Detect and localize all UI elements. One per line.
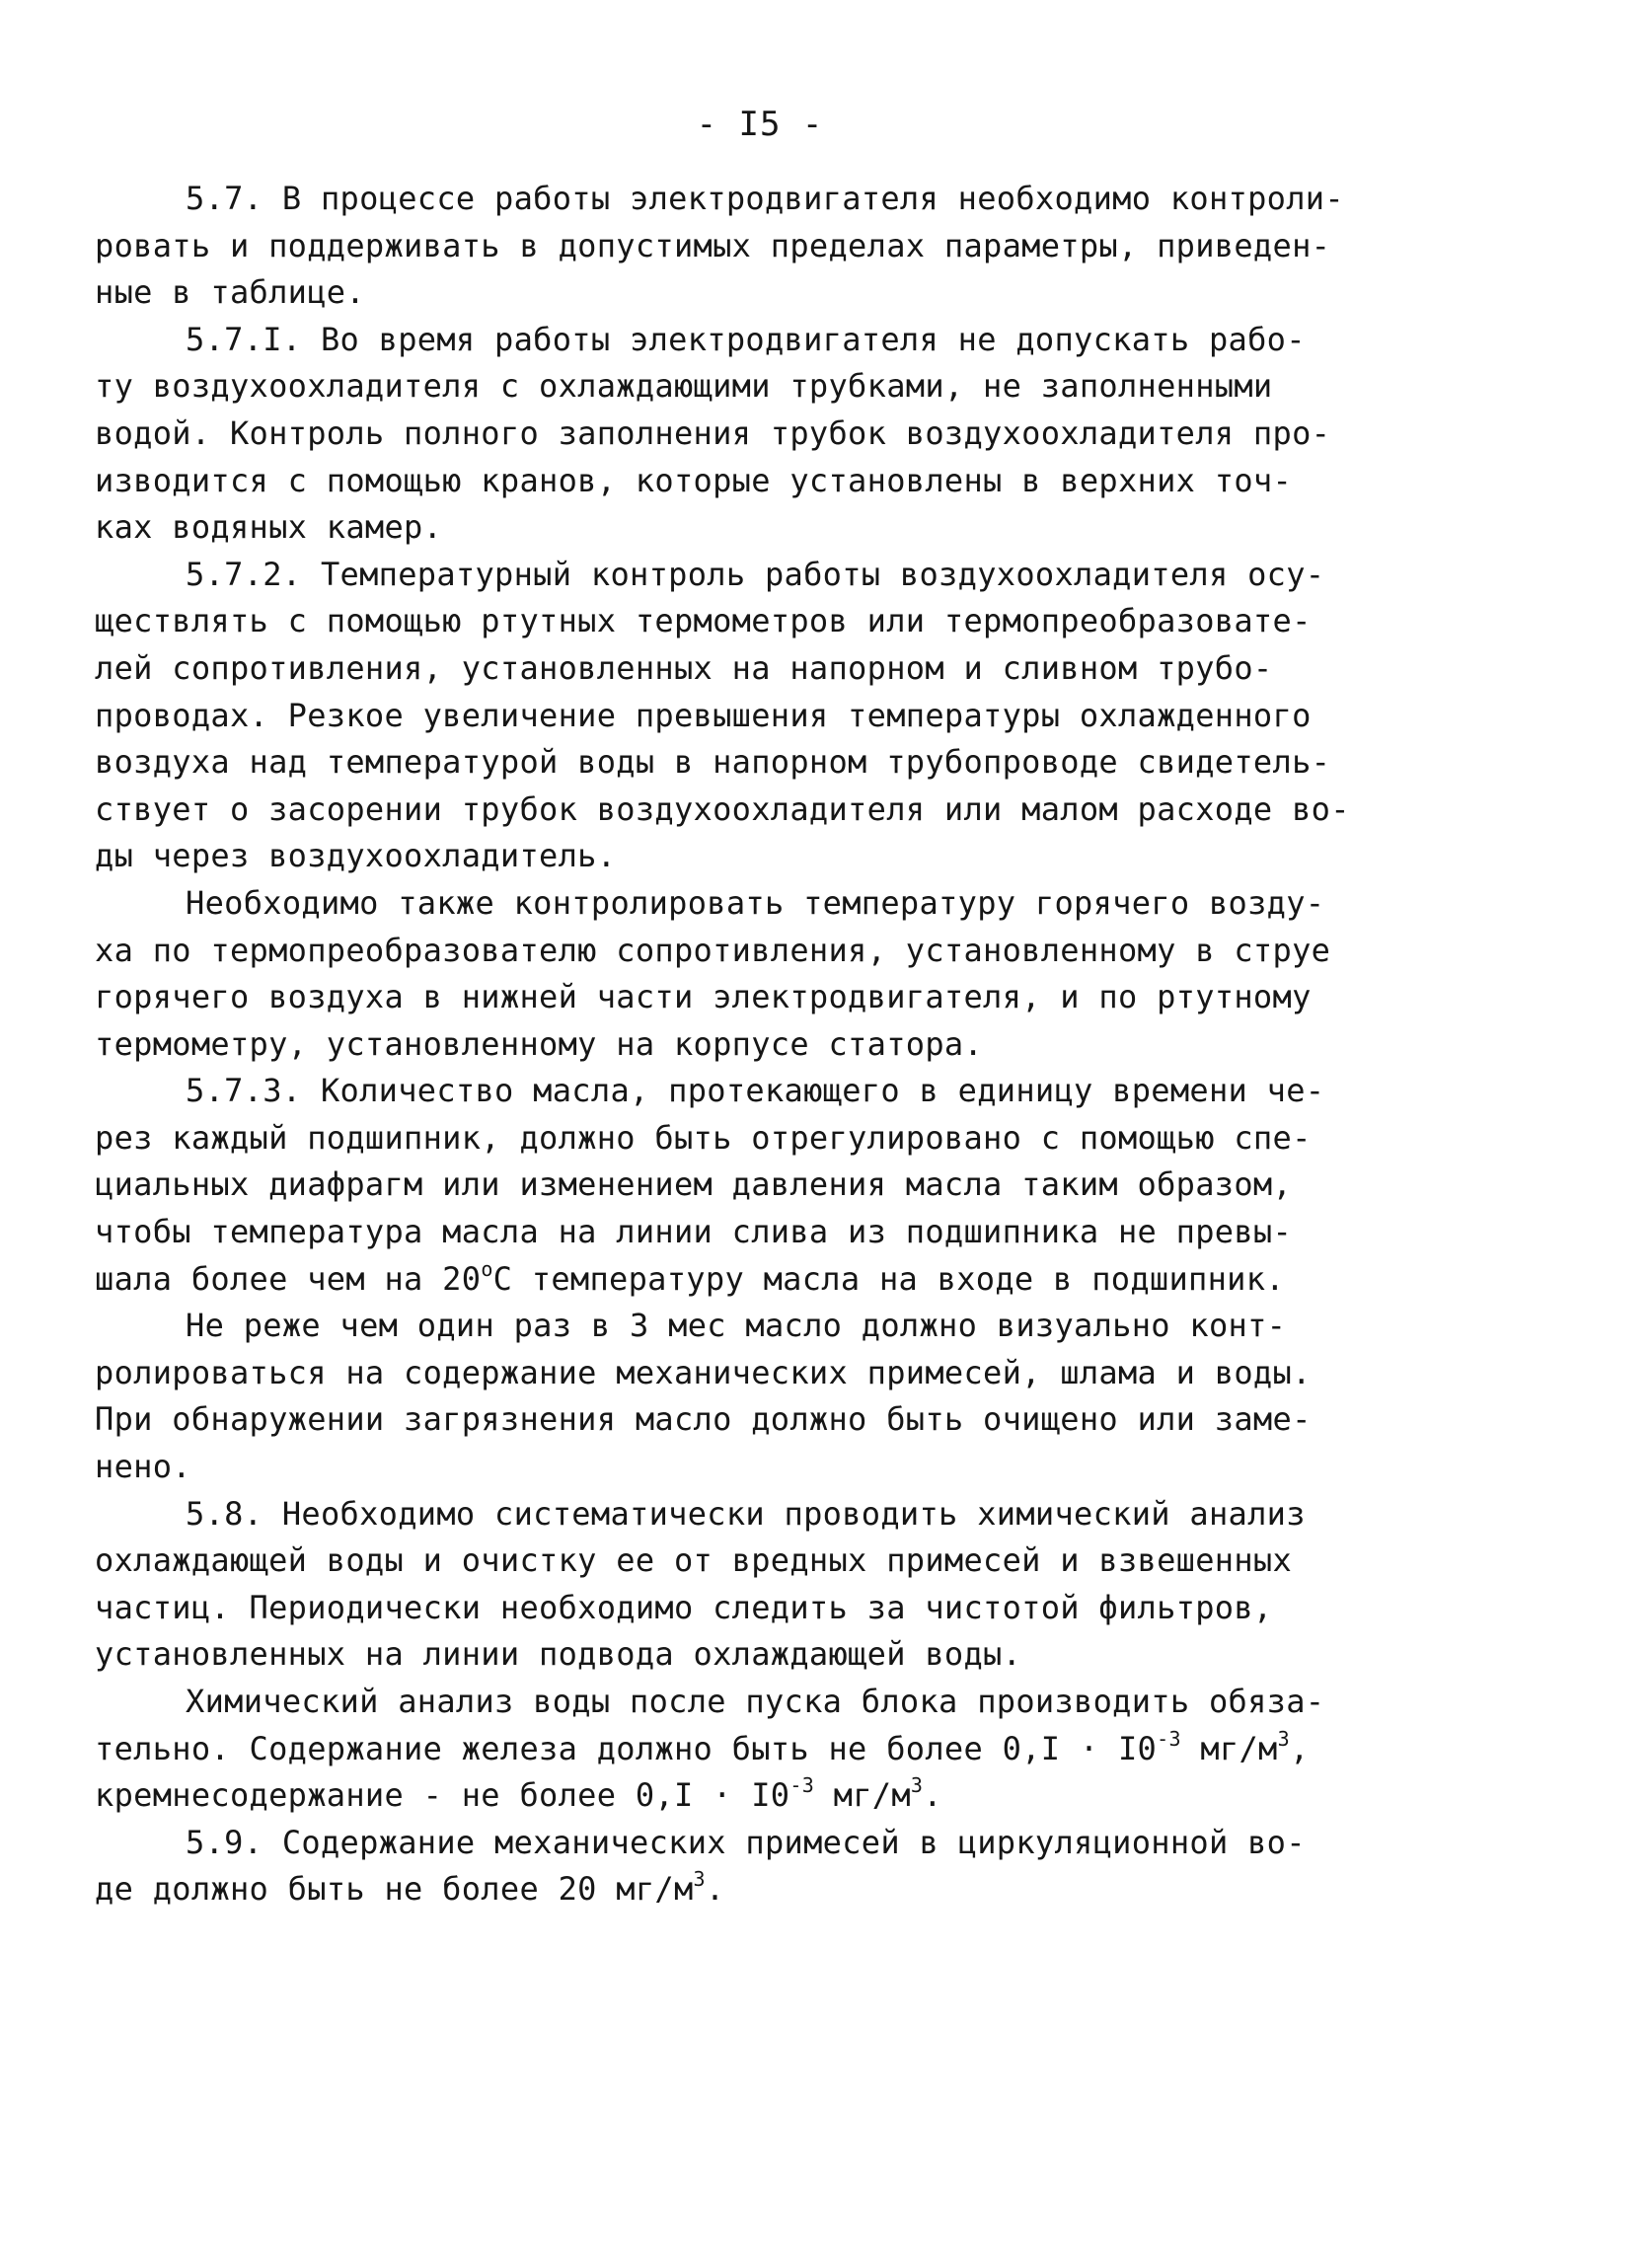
text-line: ролироваться на содержание механических примесей, шлама и воды. [95,1353,1312,1391]
text-line: изводится с помощью кранов, которые установлены в верхних точ- [95,461,1293,499]
text-line: Не реже чем один раз в 3 мес масло должно визуально конт- [186,1307,1287,1345]
superscript: 3 [693,1867,706,1892]
text-line: 5.7. В процессе работы электродвигателя необходимо контроли- [186,180,1344,217]
text-segment: тельно. Содержание железа должно быть не более 0,I · I0 [95,1729,1158,1767]
text-line: чтобы температура масла на линии слива из подшипника не превы- [95,1213,1293,1251]
text-line: водой. Контроль полного заполнения трубок воздухоохладителя про- [95,413,1331,452]
text-line: горячего воздуха в нижней части электродвигателя, и по ртутному [95,978,1312,1016]
text-line: При обнаружении загрязнения масло должно быть очищено или заме- [95,1400,1312,1439]
text-segment: . [923,1776,942,1815]
superscript: о [481,1256,493,1281]
text-line: Необходимо также контролировать температуру горячего возду- [186,883,1325,922]
text-segment: . [705,1870,725,1909]
text-segment: С температуру масла на входе в подшипник. [492,1259,1285,1298]
text-line: 5.8. Необходимо систематически проводить химический анализ [186,1494,1306,1533]
text-line: ществлять с помощью ртутных термометров или термопреобразовате- [95,602,1312,640]
text-line: лей сопротивления, установленных на напорном и сливном трубо- [95,648,1273,687]
text-line: охлаждающей воды и очистку ее от вредных примесей и взвешенных [95,1541,1293,1580]
text-line: нено. [95,1448,191,1486]
superscript: -3 [789,1773,815,1798]
text-segment: кремнесодержание - не более 0,I · I0 [95,1776,790,1815]
text-line [95,1726,1358,1773]
text-line [95,1772,1358,1820]
text-line: воздуха над температурой воды в напорном трубопроводе свидетель- [95,743,1331,782]
text-segment: де должно быть не более 20 мг/м [95,1870,694,1909]
text-segment: мг/м [1180,1729,1278,1767]
text-line: ные в таблице. [95,273,365,312]
text-line: рез каждый подшипник, должно быть отрегулировано с помощью спе- [95,1118,1312,1157]
text-line: термометру, установленному на корпусе статора. [95,1024,984,1063]
superscript: 3 [910,1773,924,1798]
text-line: ды через воздухоохладитель. [95,837,617,875]
text-line: частиц. Периодически необходимо следить за чистотой фильтров, [95,1588,1273,1626]
page-number: - I5 - [696,105,824,144]
text-line: ках водяных камер. [95,508,443,547]
text-line: 5.7.2. Температурный контроль работы воздухоохладителя осу- [186,555,1325,593]
text-line: циальных диафрагм или изменением давления масла таким образом, [95,1165,1293,1204]
text-line: ствует о засорении трубок воздухоохладителя или малом расходе во- [95,789,1350,828]
text-line: ха по термопреобразователю сопротивления, установленному в струе [95,931,1331,969]
superscript: -3 [1157,1726,1181,1751]
text-line: ту воздухоохладителя с охлаждающими трубками, не заполненными [95,367,1273,406]
text-line: Химический анализ воды после пуска блока производить обяза- [186,1683,1325,1720]
text-line: 5.7.I. Во время работы электродвигателя не допускать рабо- [186,320,1306,358]
text-line: установленных на линии подвода охлаждающей воды. [95,1635,1022,1674]
text-segment: мг/м [814,1776,911,1815]
text-line: 5.7.3. Количество масла, протекающего в единицу времени че- [186,1072,1325,1110]
text-line: проводах. Резкое увеличение превышения температуры охлажденного [95,696,1312,734]
text-line [95,1866,1358,1913]
superscript: 3 [1277,1726,1290,1751]
text-line [95,1256,1358,1304]
text-line: ровать и поддерживать в допустимых пределах параметры, приведен- [95,226,1331,264]
text-line: 5.9. Содержание механических примесей в циркуляционной во- [186,1823,1306,1861]
text-segment: шала более чем на 20 [95,1259,482,1298]
text-segment: , [1289,1729,1310,1767]
body-text [95,176,1358,1913]
